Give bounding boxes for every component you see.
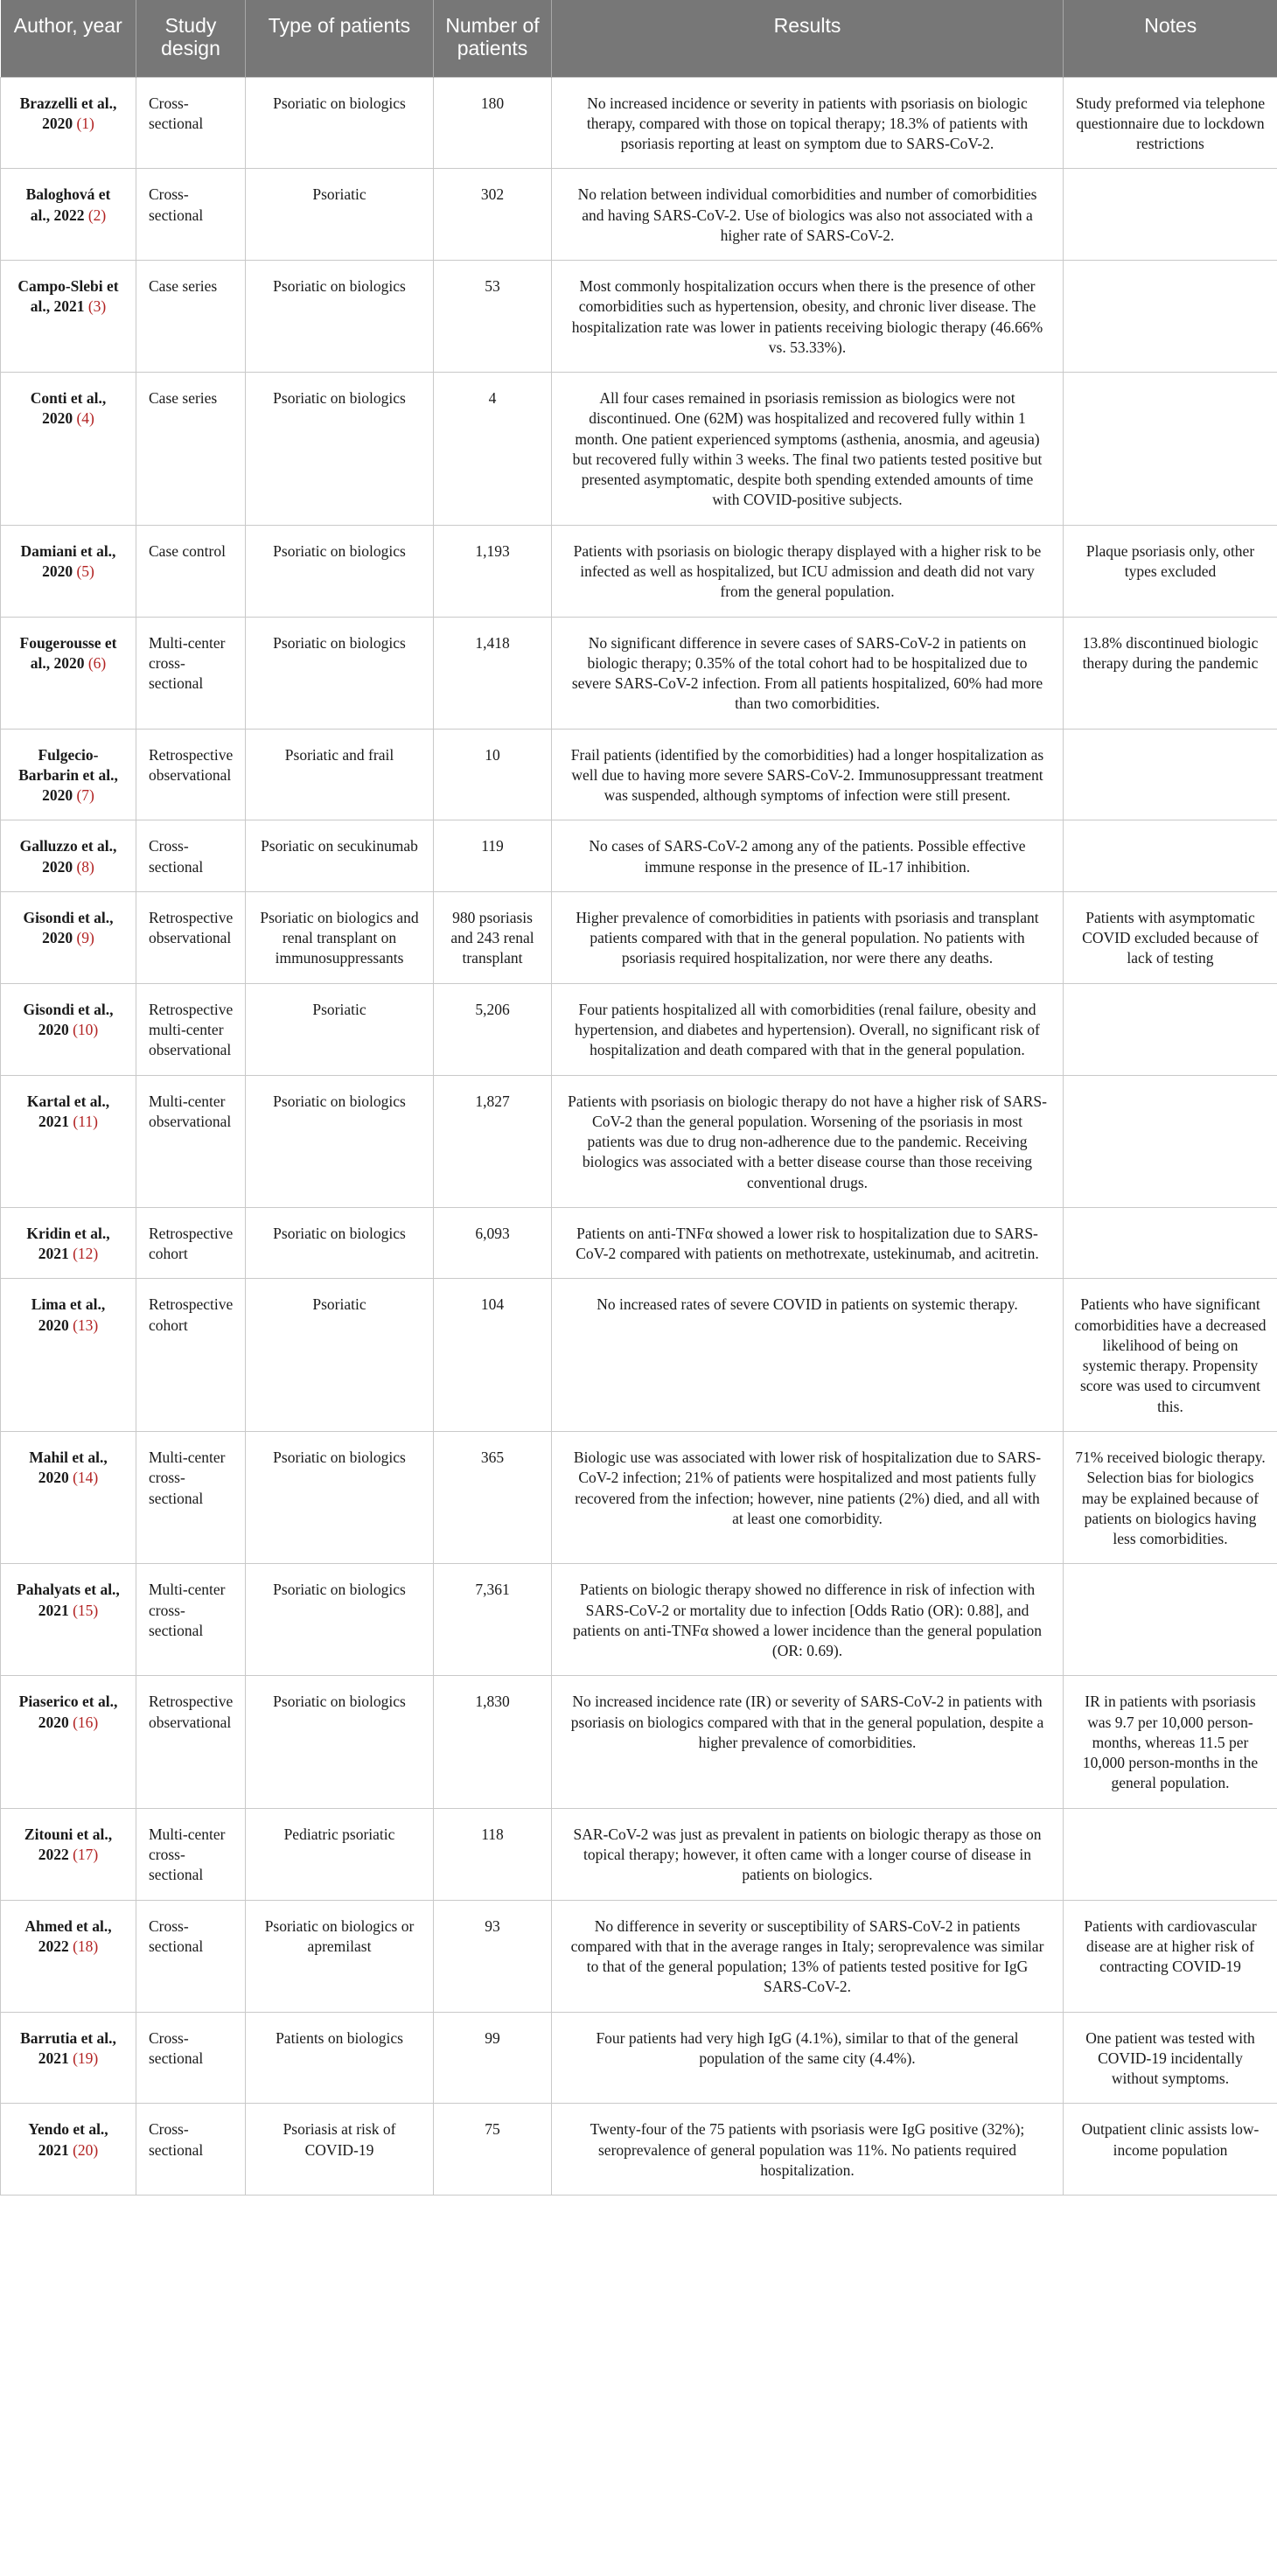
author-name: Yendo et al., 2021 xyxy=(28,2120,108,2159)
reference-link[interactable]: (7) xyxy=(76,786,94,805)
cell-author xyxy=(1,820,136,892)
author-name: Barrutia et al., 2021 xyxy=(20,2028,116,2067)
cell-number: 302 xyxy=(434,169,552,261)
reference-link[interactable]: (10) xyxy=(73,1021,99,1038)
cell-type: Psoriatic on biologics xyxy=(246,1564,434,1676)
cell-notes: Patients with asymptomatic COVID excluded because of lack of testing xyxy=(1064,891,1277,983)
header-type: Type of patients xyxy=(246,0,434,77)
reference-link[interactable]: (18) xyxy=(73,1937,99,1955)
reference-link[interactable]: (12) xyxy=(73,1245,99,1263)
cell-design: Retrospective cohort xyxy=(136,1207,246,1279)
table-row xyxy=(1,373,1277,526)
cell-results: Patients with psoriasis on biologic therapy displayed with a higher risk to be infected as well as hospitalized, but ICU admission and death did not vary from the general population. xyxy=(552,525,1064,617)
cell-author xyxy=(1,729,136,820)
reference-link[interactable]: (17) xyxy=(73,1845,99,1863)
reference-link[interactable]: (19) xyxy=(73,2049,99,2067)
reference-link[interactable]: (15) xyxy=(73,1601,99,1619)
cell-number: 1,193 xyxy=(434,525,552,617)
cell-results: Patients on anti-TNFα showed a lower risk to hospitalization due to SARS-CoV-2 compared with patients on methotrexate, ustekinumab, and acitretin. xyxy=(552,1207,1064,1279)
cell-design: Retrospective multi-center observational xyxy=(136,983,246,1075)
cell-author xyxy=(1,1279,136,1432)
cell-results: No relation between individual comorbidities and number of comorbidities and having SARS-CoV-2. Use of biologics was also not associated with a higher rate of SARS-CoV-2. xyxy=(552,169,1064,261)
cell-results: SAR-CoV-2 was just as prevalent in patients on biologic therapy as those on topical therapy; however, it often came with a longer course of disease in patients on biologics. xyxy=(552,1808,1064,1900)
cell-design: Cross-sectional xyxy=(136,169,246,261)
header-number: Number of patients xyxy=(434,0,552,77)
cell-number: 6,093 xyxy=(434,1207,552,1279)
cell-number: 118 xyxy=(434,1808,552,1900)
author-name: Baloghová et al., 2022 xyxy=(25,185,111,224)
cell-author xyxy=(1,373,136,526)
author-name: Pahalyats et al., 2021 xyxy=(17,1581,120,1619)
cell-results: Four patients had very high IgG (4.1%), similar to that of the general population of the same city (4.4%). xyxy=(552,2012,1064,2104)
table-row xyxy=(1,77,1277,169)
cell-design: Cross-sectional xyxy=(136,77,246,169)
cell-design: Cross-sectional xyxy=(136,2104,246,2196)
author-name: Brazzelli et al., 2020 xyxy=(19,94,117,132)
author-name: Zitouni et al., 2022 xyxy=(24,1825,113,1863)
cell-design: Case control xyxy=(136,525,246,617)
cell-results: No increased rates of severe COVID in patients on systemic therapy. xyxy=(552,1279,1064,1432)
author-name: Conti et al., 2020 xyxy=(30,389,107,428)
cell-type: Psoriatic on biologics xyxy=(246,1075,434,1207)
author-name: Damiani et al., 2020 xyxy=(20,541,116,581)
reference-link[interactable]: (8) xyxy=(76,857,94,876)
cell-number: 980 psoriasis and 243 renal transplant xyxy=(434,891,552,983)
reference-link[interactable]: (6) xyxy=(87,653,107,672)
cell-results: No difference in severity or susceptibility of SARS-CoV-2 in patients compared with that in the average ranges in Italy; seroprevalence was similar to that of the general population; 13% of patients tested positive for IgG SARS-CoV-2. xyxy=(552,1900,1064,2012)
reference-link[interactable]: (11) xyxy=(73,1112,98,1130)
cell-design: Multi-center observational xyxy=(136,1075,246,1207)
author-name: Galluzzo et al., 2020 xyxy=(19,837,117,876)
table-row xyxy=(1,169,1277,261)
reference-link[interactable]: (3) xyxy=(87,297,107,316)
table-row xyxy=(1,1075,1277,1207)
cell-design: Retrospective observational xyxy=(136,891,246,983)
cell-author xyxy=(1,1431,136,1563)
cell-notes: 71% received biologic therapy. Selection bias for biologics may be explained because of patients on biologics having less comorbidities. xyxy=(1064,1431,1277,1563)
table-row xyxy=(1,1900,1277,2012)
cell-notes: One patient was tested with COVID-19 incidentally without symptoms. xyxy=(1064,2012,1277,2104)
cell-author xyxy=(1,617,136,729)
cell-notes xyxy=(1064,729,1277,820)
cell-design: Case series xyxy=(136,373,246,526)
cell-type: Psoriatic and frail xyxy=(246,729,434,820)
cell-results: No cases of SARS-CoV-2 among any of the patients. Possible effective immune response in the presence of IL-17 inhibition. xyxy=(552,820,1064,892)
header-row xyxy=(1,0,1277,77)
cell-results: Biologic use was associated with lower risk of hospitalization due to SARS-CoV-2 infection; 21% of patients were hospitalized and most patients fully recovered from the infection; however, nine patients (2%) died, and all with at least one comorbidity. xyxy=(552,1431,1064,1563)
author-name: Lima et al., 2020 xyxy=(31,1295,106,1334)
table-row xyxy=(1,261,1277,373)
author-name: Gisondi et al., 2020 xyxy=(23,1000,114,1038)
cell-notes: Outpatient clinic assists low-income population xyxy=(1064,2104,1277,2196)
cell-author xyxy=(1,1564,136,1676)
cell-type: Psoriatic xyxy=(246,983,434,1075)
cell-number: 93 xyxy=(434,1900,552,2012)
cell-design: Multi-center cross-sectional xyxy=(136,617,246,729)
cell-design: Retrospective observational xyxy=(136,729,246,820)
cell-author xyxy=(1,1808,136,1900)
cell-notes xyxy=(1064,1075,1277,1207)
cell-number: 10 xyxy=(434,729,552,820)
cell-notes xyxy=(1064,169,1277,261)
table-row xyxy=(1,1676,1277,1808)
cell-notes: Study preformed via telephone questionnaire due to lockdown restrictions xyxy=(1064,77,1277,169)
reference-link[interactable]: (14) xyxy=(73,1469,99,1487)
author-name: Kartal et al., 2021 xyxy=(26,1092,110,1130)
cell-number: 99 xyxy=(434,2012,552,2104)
cell-author xyxy=(1,77,136,169)
cell-type: Psoriatic on biologics xyxy=(246,1676,434,1808)
cell-results: No increased incidence rate (IR) or severity of SARS-CoV-2 in patients with psoriasis on biologics compared with that in the general population, despite a higher prevalence of comorbidities. xyxy=(552,1676,1064,1808)
table-row xyxy=(1,983,1277,1075)
cell-type: Psoriatic on biologics xyxy=(246,77,434,169)
cell-results: Most commonly hospitalization occurs when there is the presence of other comorbidities such as hypertension, obesity, and chronic liver disease. The hospitalization rate was lower in patients receiving biologic therapy (46.66% vs. 53.33%). xyxy=(552,261,1064,373)
author-name: Fougerousse et al., 2020 xyxy=(19,633,117,672)
author-name: Kridin et al., 2021 xyxy=(26,1224,110,1263)
author-name: Piaserico et al., 2020 xyxy=(18,1693,118,1731)
cell-type: Psoriatic on biologics xyxy=(246,373,434,526)
cell-design: Multi-center cross-sectional xyxy=(136,1564,246,1676)
cell-type: Psoriatic on biologics xyxy=(246,525,434,617)
cell-author xyxy=(1,1900,136,2012)
table-row xyxy=(1,2012,1277,2104)
cell-results: No significant difference in severe cases of SARS-CoV-2 in patients on biologic therapy; 0.35% of the total cohort had to be hospitalized due to severe SARS-CoV-2 infection. From all patients hospitalized, 60% had more than two comorbidities. xyxy=(552,617,1064,729)
author-name: Mahil et al., 2020 xyxy=(29,1448,108,1487)
cell-number: 7,361 xyxy=(434,1564,552,1676)
author-name: Campo-Slebi et al., 2021 xyxy=(17,277,119,316)
header-notes: Notes xyxy=(1064,0,1277,77)
table-row xyxy=(1,1564,1277,1676)
cell-results: Frail patients (identified by the comorbidities) had a longer hospitalization as well due to having more severe SARS-CoV-2. Immunosuppressant treatment was suspended, although symptoms of infection were still present. xyxy=(552,729,1064,820)
cell-results: Twenty-four of the 75 patients with psoriasis were IgG positive (32%); seroprevalence of general population was 11%. No patients required hospitalization. xyxy=(552,2104,1064,2196)
cell-results: No increased incidence or severity in patients with psoriasis on biologic therapy, compared with those on topical therapy; 18.3% of patients with psoriasis reporting at least on symptom due to SARS-CoV-2. xyxy=(552,77,1064,169)
cell-author xyxy=(1,525,136,617)
cell-results: Higher prevalence of comorbidities in patients with psoriasis and transplant patients compared with that in the general population. No patients with psoriasis required hospitalization, nor were there any deaths. xyxy=(552,891,1064,983)
table-row xyxy=(1,891,1277,983)
cell-design: Cross-sectional xyxy=(136,2012,246,2104)
cell-number: 365 xyxy=(434,1431,552,1563)
table-row xyxy=(1,2104,1277,2196)
cell-notes: Plaque psoriasis only, other types excluded xyxy=(1064,525,1277,617)
cell-design: Cross-sectional xyxy=(136,1900,246,2012)
cell-number: 1,418 xyxy=(434,617,552,729)
table-body xyxy=(1,77,1277,2196)
cell-results: Four patients hospitalized all with comorbidities (renal failure, obesity and hypertension, and diabetes and hypertension). Overall, no significant risk of hospitalization and death compared with that in the general population. xyxy=(552,983,1064,1075)
header-author: Author, year xyxy=(1,0,136,77)
table-row xyxy=(1,617,1277,729)
cell-type: Psoriatic on biologics or apremilast xyxy=(246,1900,434,2012)
table-header xyxy=(1,0,1277,77)
cell-type: Psoriatic on biologics xyxy=(246,261,434,373)
cell-type: Patients on biologics xyxy=(246,2012,434,2104)
cell-type: Psoriasis at risk of COVID-19 xyxy=(246,2104,434,2196)
cell-notes: Patients who have significant comorbidities have a decreased likelihood of being on systemic therapy. Propensity score was used to circumvent this. xyxy=(1064,1279,1277,1432)
cell-type: Psoriatic on biologics xyxy=(246,1207,434,1279)
cell-type: Psoriatic on biologics xyxy=(246,617,434,729)
cell-number: 75 xyxy=(434,2104,552,2196)
reference-link[interactable]: (16) xyxy=(73,1713,99,1731)
cell-author xyxy=(1,2104,136,2196)
cell-results: Patients on biologic therapy showed no difference in risk of infection with SARS-CoV-2 or mortality due to infection [Odds Ratio (OR): 0.88], and patients on anti-TNFα showed a lower incidence than the general population (OR: 0.69). xyxy=(552,1564,1064,1676)
cell-author xyxy=(1,261,136,373)
cell-design: Case series xyxy=(136,261,246,373)
cell-author xyxy=(1,1676,136,1808)
table-row xyxy=(1,1207,1277,1279)
cell-notes xyxy=(1064,1207,1277,1279)
table-row xyxy=(1,1808,1277,1900)
cell-author xyxy=(1,2012,136,2104)
cell-author xyxy=(1,891,136,983)
reference-link[interactable]: (20) xyxy=(73,2140,99,2159)
cell-notes xyxy=(1064,1564,1277,1676)
author-name: Fulgecio-Barbarin et al., 2020 xyxy=(18,745,118,805)
cell-type: Psoriatic on biologics and renal transplant on immunosuppressants xyxy=(246,891,434,983)
reference-link[interactable]: (2) xyxy=(87,206,107,224)
cell-number: 180 xyxy=(434,77,552,169)
cell-notes xyxy=(1064,983,1277,1075)
cell-notes xyxy=(1064,820,1277,892)
reference-link[interactable]: (5) xyxy=(76,562,94,581)
cell-author xyxy=(1,983,136,1075)
cell-author xyxy=(1,169,136,261)
cell-design: Retrospective cohort xyxy=(136,1279,246,1432)
cell-notes: Patients with cardiovascular disease are at higher risk of contracting COVID-19 xyxy=(1064,1900,1277,2012)
reference-link[interactable]: (1) xyxy=(76,114,94,132)
cell-number: 5,206 xyxy=(434,983,552,1075)
author-name: Ahmed et al., 2022 xyxy=(24,1916,112,1955)
cell-notes xyxy=(1064,1808,1277,1900)
cell-design: Cross-sectional xyxy=(136,820,246,892)
cell-number: 1,830 xyxy=(434,1676,552,1808)
cell-notes: 13.8% discontinued biologic therapy during the pandemic xyxy=(1064,617,1277,729)
cell-design: Multi-center cross-sectional xyxy=(136,1431,246,1563)
reference-link[interactable]: (9) xyxy=(76,929,94,947)
cell-design: Retrospective observational xyxy=(136,1676,246,1808)
cell-number: 53 xyxy=(434,261,552,373)
header-results: Results xyxy=(552,0,1064,77)
cell-type: Psoriatic on biologics xyxy=(246,1431,434,1563)
table-row xyxy=(1,1279,1277,1432)
cell-number: 119 xyxy=(434,820,552,892)
cell-type: Pediatric psoriatic xyxy=(246,1808,434,1900)
reference-link[interactable]: (13) xyxy=(73,1316,99,1334)
table-row xyxy=(1,1431,1277,1563)
cell-type: Psoriatic xyxy=(246,1279,434,1432)
author-name: Gisondi et al., 2020 xyxy=(23,908,114,947)
cell-author xyxy=(1,1207,136,1279)
cell-results: Patients with psoriasis on biologic therapy do not have a higher risk of SARS-CoV-2 than the general population. Worsening of the psoriasis in most patients was due to drug non-adherence due to the pandemic. Receiving biologics was associated with a better disease course than those receiving conventional drugs. xyxy=(552,1075,1064,1207)
table-row xyxy=(1,729,1277,820)
cell-number: 1,827 xyxy=(434,1075,552,1207)
cell-number: 4 xyxy=(434,373,552,526)
cell-notes xyxy=(1064,373,1277,526)
cell-notes: IR in patients with psoriasis was 9.7 per 10,000 person-months, whereas 11.5 per 10,000 person-months in the general population. xyxy=(1064,1676,1277,1808)
cell-results: All four cases remained in psoriasis remission as biologics were not discontinued. One (62M) was hospitalized and recovered fully within 1 month. One patient experienced symptoms (asthenia, anosmia, and ageusia) but recovered fully within 3 weeks. The final two patients tested positive but presented asymptomatic, despite both spending extended amounts of time with COVID-positive subjects. xyxy=(552,373,1064,526)
table-row xyxy=(1,820,1277,892)
cell-type: Psoriatic xyxy=(246,169,434,261)
cell-design: Multi-center cross-sectional xyxy=(136,1808,246,1900)
cell-notes xyxy=(1064,261,1277,373)
reference-link[interactable]: (4) xyxy=(76,409,94,428)
cell-type: Psoriatic on secukinumab xyxy=(246,820,434,892)
cell-author xyxy=(1,1075,136,1207)
cell-number: 104 xyxy=(434,1279,552,1432)
header-design: Study design xyxy=(136,0,246,77)
table-row xyxy=(1,525,1277,617)
